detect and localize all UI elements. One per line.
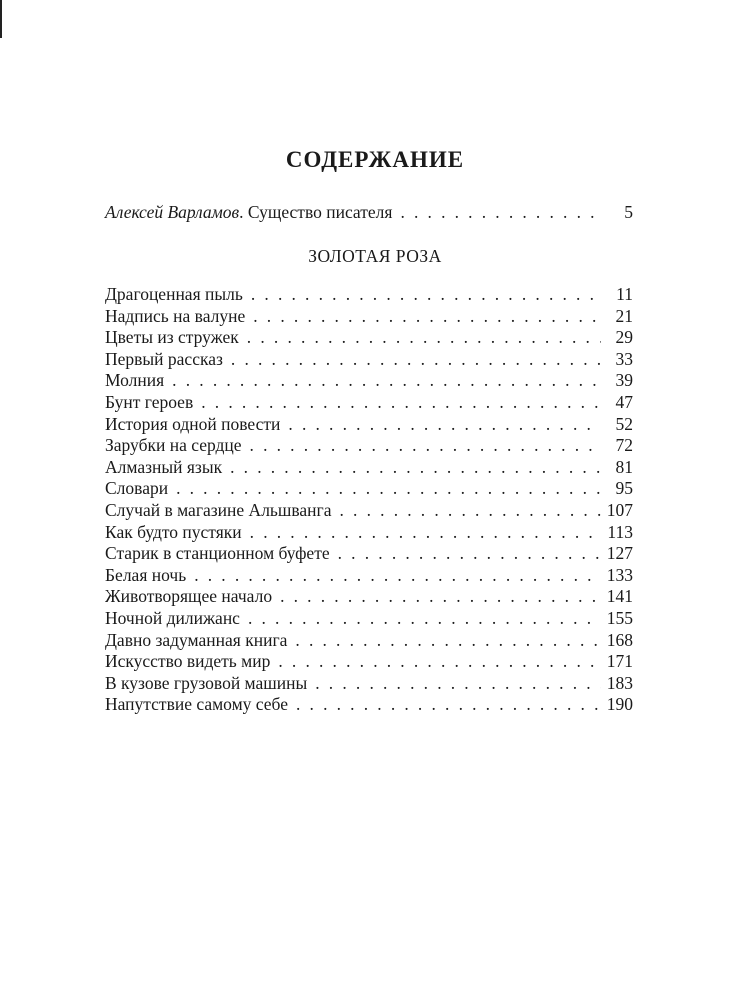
toc-entry[interactable] [105, 349, 633, 373]
section-heading: ЗОЛОТАЯ РОЗА [308, 246, 442, 266]
toc-page-number: 190 [606, 694, 633, 715]
toc-leader-dots [338, 543, 601, 564]
toc-entry[interactable] [105, 414, 633, 438]
toc-entry[interactable] [105, 651, 633, 675]
toc-entry[interactable] [105, 694, 633, 718]
toc-entry-title: Ночной дилижанс [105, 608, 240, 628]
toc-leader-dots [278, 651, 600, 672]
toc-leader-dots [251, 284, 601, 305]
toc-leader-dots [288, 414, 601, 435]
toc-page-number: 171 [606, 651, 633, 672]
toc-entry[interactable] [105, 522, 633, 546]
toc-page-number: 39 [615, 370, 633, 391]
toc-page-number: 5 [624, 202, 633, 222]
toc-leader-dots [340, 500, 601, 521]
toc-entry[interactable] [105, 478, 633, 502]
toc-page-number: 11 [616, 284, 633, 304]
toc-page-number: 168 [606, 629, 633, 650]
page-title: СОДЕРЖАНИЕ [285, 147, 465, 172]
toc-leader-dots [296, 694, 601, 715]
toc-entry-title: История одной повести [105, 413, 281, 434]
toc-entry-title: Искусство видеть мир [105, 651, 271, 672]
toc-page-number: 81 [615, 456, 633, 477]
toc-page-number: 72 [615, 435, 633, 456]
toc-entry[interactable] [105, 306, 633, 330]
toc-leader-dots [253, 306, 601, 327]
toc-intro-separator: . [239, 202, 248, 222]
toc-leader-dots [172, 370, 601, 391]
toc-intro-author: Алексей Варламов [105, 202, 240, 222]
toc-entry[interactable] [105, 673, 633, 697]
toc-intro-entry[interactable] [105, 202, 633, 226]
toc-page-number: 113 [607, 521, 633, 542]
toc-entry-title: Цветы из стружек [105, 327, 239, 348]
toc-entry[interactable] [105, 435, 633, 459]
toc-entry-title: Словари [105, 478, 169, 499]
toc-entry[interactable] [105, 392, 633, 416]
toc-page-number: 29 [615, 327, 633, 348]
toc-entry-title: Как будто пустяки [105, 521, 242, 542]
toc-entry[interactable] [105, 457, 633, 481]
toc-page-number: 127 [606, 543, 633, 564]
toc-page-number: 95 [615, 478, 633, 499]
toc-entry-title: Алмазный язык [105, 456, 223, 477]
toc-intro-label [105, 202, 392, 223]
toc-leader-dots [280, 586, 601, 607]
toc-entry[interactable] [105, 284, 633, 308]
toc-entry-title: Надпись на валуне [105, 305, 246, 326]
toc-entry-title: В кузове грузовой машины [105, 672, 308, 693]
toc-entry[interactable] [105, 565, 633, 589]
toc-entry[interactable] [105, 630, 633, 654]
toc-page-number: 21 [615, 305, 633, 326]
toc-leader-dots [295, 630, 600, 651]
toc-page-number: 47 [615, 392, 633, 412]
toc-entry-title: Молния [105, 370, 165, 391]
toc-leader-dots [250, 522, 601, 543]
page-edge-line [0, 0, 2, 38]
toc-leader-dots [247, 327, 601, 348]
toc-entry-title: Старик в станционном буфете [105, 543, 330, 564]
toc-leader-dots [315, 673, 601, 694]
toc-leader-dots [194, 565, 601, 586]
toc-leader-dots [201, 392, 601, 413]
toc-intro-title: Существо писателя [247, 202, 393, 222]
toc-page-number: 133 [606, 564, 633, 585]
toc-leader-dots [231, 349, 601, 370]
toc-entry-title: Животворящее начало [105, 586, 273, 607]
toc-leader-dots [248, 608, 601, 629]
toc-entry-title: Давно задуманная книга [105, 629, 288, 650]
toc-page-number: 107 [606, 500, 633, 520]
toc-leader-dots [176, 478, 601, 499]
toc-entry[interactable] [105, 608, 633, 632]
toc-entry[interactable] [105, 500, 633, 524]
toc-entry-title: Бунт героев [105, 392, 194, 412]
toc-leader-dots [230, 457, 601, 478]
toc-entry-title: Драгоценная пыль [105, 284, 243, 304]
toc-page-number: 155 [606, 608, 633, 628]
toc-page-number: 52 [615, 413, 633, 434]
toc-leader-dots [250, 435, 601, 456]
toc-entry-title: Первый рассказ [105, 348, 223, 369]
toc-page-number: 33 [615, 348, 633, 369]
toc-page-number: 183 [606, 672, 633, 693]
toc-entry-title: Белая ночь [105, 564, 187, 585]
toc-entry-title: Зарубки на сердце [105, 435, 242, 456]
toc-leader-dots [400, 202, 601, 223]
toc-entry[interactable] [105, 543, 633, 567]
toc-entry[interactable] [105, 586, 633, 610]
toc-entry-title: Случай в магазине Альшванга [105, 500, 332, 520]
toc-entry[interactable] [105, 370, 633, 394]
toc-entry-title: Напутствие самому себе [105, 694, 288, 715]
toc-page-number: 141 [606, 586, 633, 607]
toc-entry[interactable] [105, 327, 633, 351]
